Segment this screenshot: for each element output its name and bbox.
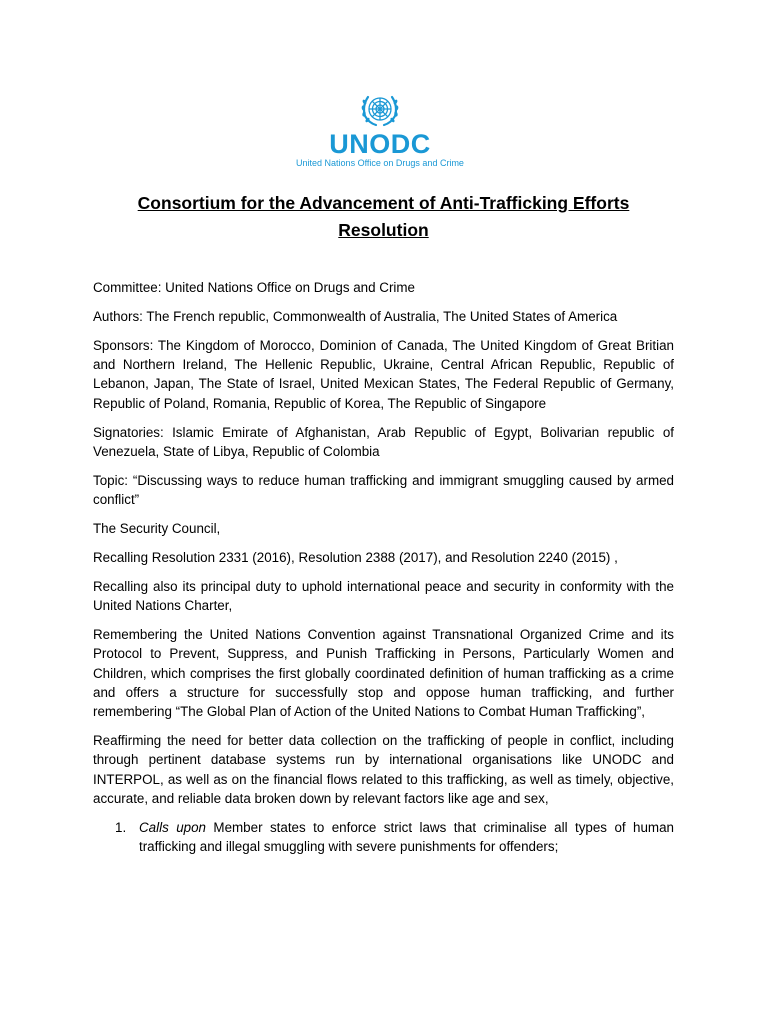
sponsors-paragraph: Sponsors: The Kingdom of Morocco, Dominion of Canada, The United Kingdom of Great Britian and Northern Ireland, The Hellenic Republic, Ukraine, Central African Republic, Republic of Lebanon, Japan, The State of Israel, United Mexican States, The Federal Republic of Germany, Republic of Poland, Romania, Republic of Korea, The Republic of Singapore	[93, 337, 674, 411]
clause-text: Member states to enforce strict laws that criminalise all types of human trafficking and illegal smuggling with severe punishments for offenders;	[139, 819, 674, 855]
clause-number: 1.	[115, 819, 127, 835]
operative-clause-1	[93, 818, 674, 857]
title-line-1: Consortium for the Advancement of Anti-Trafficking Efforts	[137, 193, 630, 213]
reaffirming-clause: Reaffirming the need for better data collection on the trafficking of people in conflict, including through pertinent database systems run by international organisations like UNODC and INTERPOL, as well as on the financial flows related to this trafficking, as well as timely, objective, accurate, and reliable data broken down by relevant factors like age and sex,	[93, 732, 674, 806]
authors-line: Authors: The French republic, Commonwealth of Australia, The United States of America	[93, 308, 618, 324]
recalling-clause: Recalling Resolution 2331 (2016), Resolution 2388 (2017), and Resolution 2240 (2015) ,	[93, 549, 618, 565]
document-title	[93, 190, 674, 244]
unodc-logo	[280, 86, 480, 176]
topic-paragraph: Topic: “Discussing ways to reduce human trafficking and immigrant smuggling caused by armed conflict”	[93, 472, 674, 508]
title-line-2: Resolution	[338, 220, 429, 240]
logo-name: UNODC	[329, 129, 431, 159]
resolution-body	[93, 278, 674, 856]
remembering-clause: Remembering the United Nations Convention against Transnational Organized Crime and its Protocol to Prevent, Suppress, and Punish Trafficking in Persons, Particularly Women and Children, which comprises the first globally coordinated definition of human trafficking as a crime and offers a structure for successfully stop and oppose human trafficking, and further remembering “The Global Plan of Action of the United Nations to Combat Human Trafficking”,	[93, 626, 674, 720]
logo-subtitle: United Nations Office on Drugs and Crime	[296, 158, 464, 168]
recalling-also-clause: Recalling also its principal duty to uphold international peace and security in conformity with the United Nations Charter,	[93, 578, 674, 614]
signatories-paragraph: Signatories: Islamic Emirate of Afghanistan, Arab Republic of Egypt, Bolivarian republic of Venezuela, State of Libya, Republic of Colombia	[93, 424, 674, 459]
council-line: The Security Council,	[93, 520, 221, 536]
clause-lead-phrase: Calls upon	[139, 819, 206, 835]
committee-line: Committee: United Nations Office on Drugs and Crime	[93, 280, 416, 295]
un-emblem-icon	[360, 92, 400, 130]
